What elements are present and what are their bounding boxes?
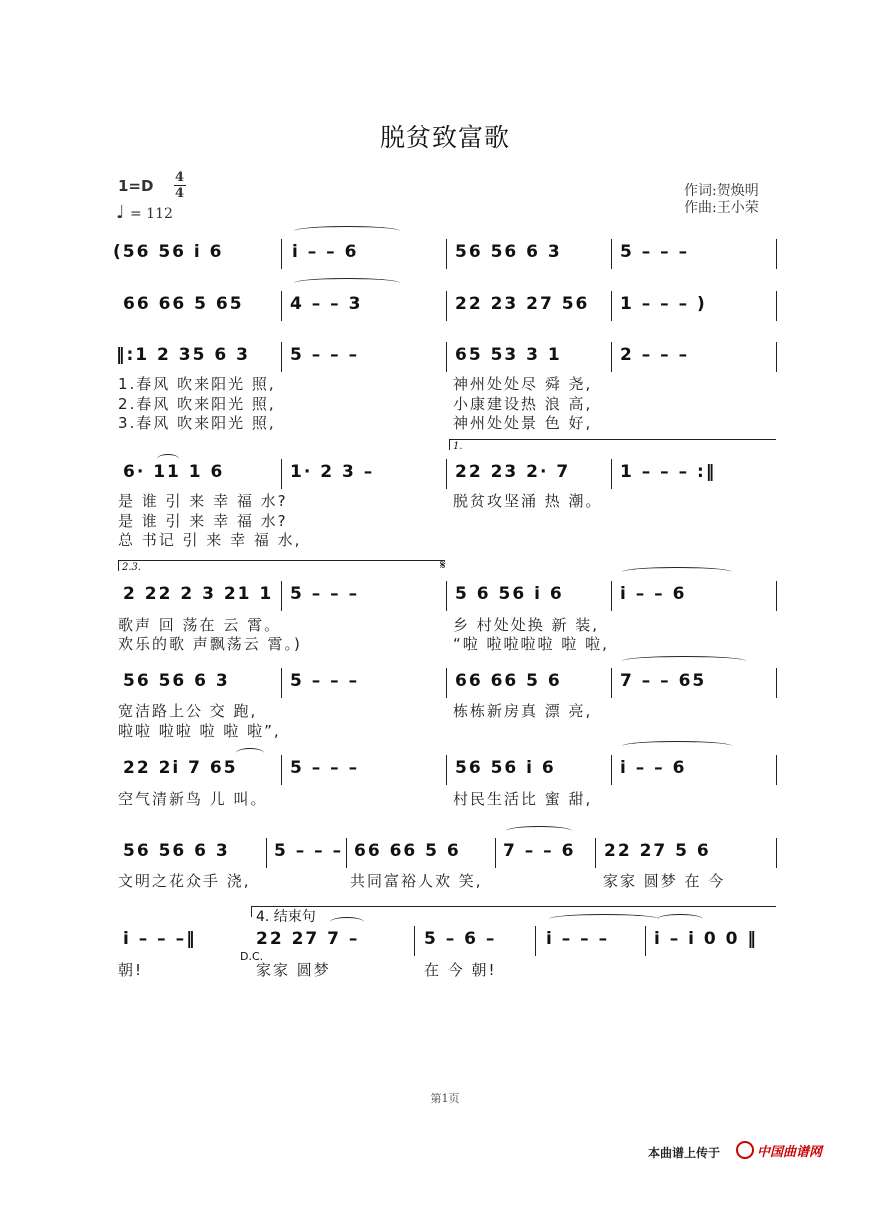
measure: (56 56 i 6 xyxy=(113,242,224,262)
measure: 56 56 6 3 xyxy=(123,841,230,861)
bar-line xyxy=(776,838,777,868)
lyric-line: 神州处处尽 舜 尧, xyxy=(453,375,593,393)
lyric-line: 是 谁 引 来 幸 福 水? xyxy=(118,492,288,510)
bar-line xyxy=(595,838,596,868)
measure: 5 – – – xyxy=(274,841,344,861)
measure: 1 – – – ) xyxy=(620,294,707,314)
measure: 22 2i 7 65 xyxy=(123,758,238,778)
measure: 6· 11 1 6 xyxy=(123,462,225,482)
bar-line xyxy=(446,668,447,698)
bar-line xyxy=(611,581,612,611)
lyric-line: 共同富裕人欢 笑, xyxy=(350,872,483,890)
volta-label-1: 1. xyxy=(453,441,463,452)
bar-line xyxy=(495,838,496,868)
bar-line xyxy=(611,239,612,269)
volta-label-4: 4. 结束句 xyxy=(256,909,316,925)
bar-line xyxy=(281,755,282,785)
lyric-line: 栋栋新房真 漂 亮, xyxy=(453,702,593,720)
measure: 5 – 6 – xyxy=(424,929,497,949)
upload-text: 本曲谱上传于 xyxy=(648,1146,721,1160)
tie-arc xyxy=(549,914,659,924)
lyric-line: 小康建设热 浪 高, xyxy=(453,395,593,413)
measure: 1· 2 3 – xyxy=(290,462,375,482)
measure: 5 – – – xyxy=(290,671,360,691)
lyric-line: 乡 村处处换 新 装, xyxy=(453,616,600,634)
measure: 66 66 5 6 xyxy=(455,671,562,691)
lyric-line: 文明之花众手 浇, xyxy=(118,872,251,890)
measure: i – – –‖ xyxy=(123,929,197,949)
slur-arc xyxy=(236,748,264,758)
volta-bracket-1 xyxy=(449,439,776,450)
bar-line xyxy=(281,239,282,269)
measure: 5 – – – xyxy=(290,758,360,778)
bar-line xyxy=(535,926,536,956)
lyric-line: 1.春风 吹来阳光 照, xyxy=(118,375,276,393)
tie-arc xyxy=(506,826,572,836)
lyric-line: 欢乐的歌 声飘荡云 霄。) xyxy=(118,635,302,653)
slur-arc xyxy=(157,454,179,464)
tie-arc xyxy=(294,278,400,288)
measure: 2 22 2 3 21 1 xyxy=(123,584,274,604)
logo-mark-icon xyxy=(736,1141,754,1159)
measure: i – – 6 xyxy=(292,242,359,262)
bar-line xyxy=(281,668,282,698)
lyric-line: “啦 啦啦啦啦 啦 啦, xyxy=(453,635,609,653)
dc-mark: D.C. xyxy=(240,950,264,963)
measure: 5 – – – xyxy=(620,242,690,262)
lyric-line: 在 今 朝! xyxy=(424,961,497,979)
bar-line xyxy=(266,838,267,868)
volta-bracket-23 xyxy=(118,560,445,571)
bar-line xyxy=(611,459,612,489)
lyric-line: 朝! xyxy=(118,961,144,979)
measure: 56 56 6 3 xyxy=(123,671,230,691)
tie-arc xyxy=(622,741,732,751)
tie-arc xyxy=(622,567,732,577)
measure: ‖:1 2 35 6 3 xyxy=(116,345,250,365)
measure: 5 – – – xyxy=(290,345,360,365)
bar-line xyxy=(611,668,612,698)
bar-line xyxy=(281,581,282,611)
bar-line xyxy=(281,291,282,321)
key-signature: 1=D xyxy=(118,177,154,195)
measure: i – – 6 xyxy=(620,584,687,604)
bar-line xyxy=(776,291,777,321)
bar-line xyxy=(446,755,447,785)
lyric-line: 宽洁路上公 交 跑, xyxy=(118,702,258,720)
measure: i – – 6 xyxy=(620,758,687,778)
measure: 1 – – – :‖ xyxy=(620,462,717,482)
score-row-1 xyxy=(0,237,890,281)
bar-line xyxy=(776,581,777,611)
segno-icon: 𝄋 xyxy=(440,558,446,573)
lyric-line: 村民生活比 蜜 甜, xyxy=(453,790,593,808)
bar-line xyxy=(446,581,447,611)
measure: 66 66 5 6 xyxy=(354,841,461,861)
lyric-line: 空气清新鸟 儿 叫。 xyxy=(118,790,268,808)
bar-line xyxy=(346,838,347,868)
measure: 22 27 7 – xyxy=(256,929,360,949)
lyric-line: 3.春风 吹来阳光 照, xyxy=(118,414,276,432)
bar-line xyxy=(446,239,447,269)
measure: 65 53 3 1 xyxy=(455,345,562,365)
lyricist: 作词:贺焕明 xyxy=(684,183,759,199)
bar-line xyxy=(281,459,282,489)
tie-arc xyxy=(294,226,400,236)
lyric-line: 脱贫攻坚涌 热 潮。 xyxy=(453,492,603,510)
quarter-note-icon: ♩ xyxy=(116,202,125,223)
bar-line xyxy=(776,668,777,698)
bar-line xyxy=(414,926,415,956)
measure: 22 23 27 56 xyxy=(455,294,590,314)
bar-line xyxy=(611,291,612,321)
slur-arc xyxy=(330,917,364,927)
lyric-line: 2.春风 吹来阳光 照, xyxy=(118,395,276,413)
measure: 56 56 6 3 xyxy=(455,242,562,262)
measure: 5 6 56 i 6 xyxy=(455,584,564,604)
lyric-line: 家家 圆梦 在 今 xyxy=(603,872,726,890)
song-title: 脱贫致富歌 xyxy=(379,123,510,152)
bar-line xyxy=(611,342,612,372)
measure: 2 – – – xyxy=(620,345,690,365)
measure: 22 27 5 6 xyxy=(604,841,711,861)
bar-line xyxy=(281,342,282,372)
bar-line xyxy=(446,342,447,372)
lyric-line: 神州处处景 色 好, xyxy=(453,414,593,432)
lyric-line: 是 谁 引 来 幸 福 水? xyxy=(118,512,288,530)
measure: 56 56 i 6 xyxy=(455,758,556,778)
tie-arc xyxy=(622,656,746,666)
bar-line xyxy=(776,342,777,372)
lyric-line: 歌声 回 荡在 云 霄。 xyxy=(118,616,282,634)
bar-line xyxy=(776,239,777,269)
measure: 66 66 5 65 xyxy=(123,294,244,314)
lyric-line: 家家 圆梦 xyxy=(256,961,331,979)
measure: 22 23 2· 7 xyxy=(455,462,571,482)
measure: 4 – – 3 xyxy=(290,294,363,314)
measure: i – – – xyxy=(546,929,610,949)
measure: 7 – – 6 xyxy=(503,841,576,861)
lyric-line: 总 书记 引 来 幸 福 水, xyxy=(118,531,302,549)
page-number: 第1页 xyxy=(430,1092,460,1105)
time-signature-top: 4 xyxy=(175,170,185,185)
measure: 5 – – – xyxy=(290,584,360,604)
bar-line xyxy=(645,926,646,956)
score-row-2 xyxy=(0,289,890,333)
measure: i – i 0 0 ‖ xyxy=(654,929,758,949)
bar-line xyxy=(611,755,612,785)
bar-line xyxy=(776,755,777,785)
tie-arc xyxy=(657,914,703,924)
site-logo[interactable]: 中国曲谱网 xyxy=(736,1141,822,1160)
measure: 7 – – 65 xyxy=(620,671,707,691)
bar-line xyxy=(446,459,447,489)
volta-label-23: 2.3. xyxy=(122,562,142,573)
lyric-line: 啦啦 啦啦 啦 啦 啦”, xyxy=(118,722,281,740)
composer: 作曲:王小荣 xyxy=(684,200,759,216)
tempo-mark: = 112 xyxy=(130,206,173,222)
bar-line xyxy=(446,291,447,321)
time-signature-bottom: 4 xyxy=(175,186,185,201)
